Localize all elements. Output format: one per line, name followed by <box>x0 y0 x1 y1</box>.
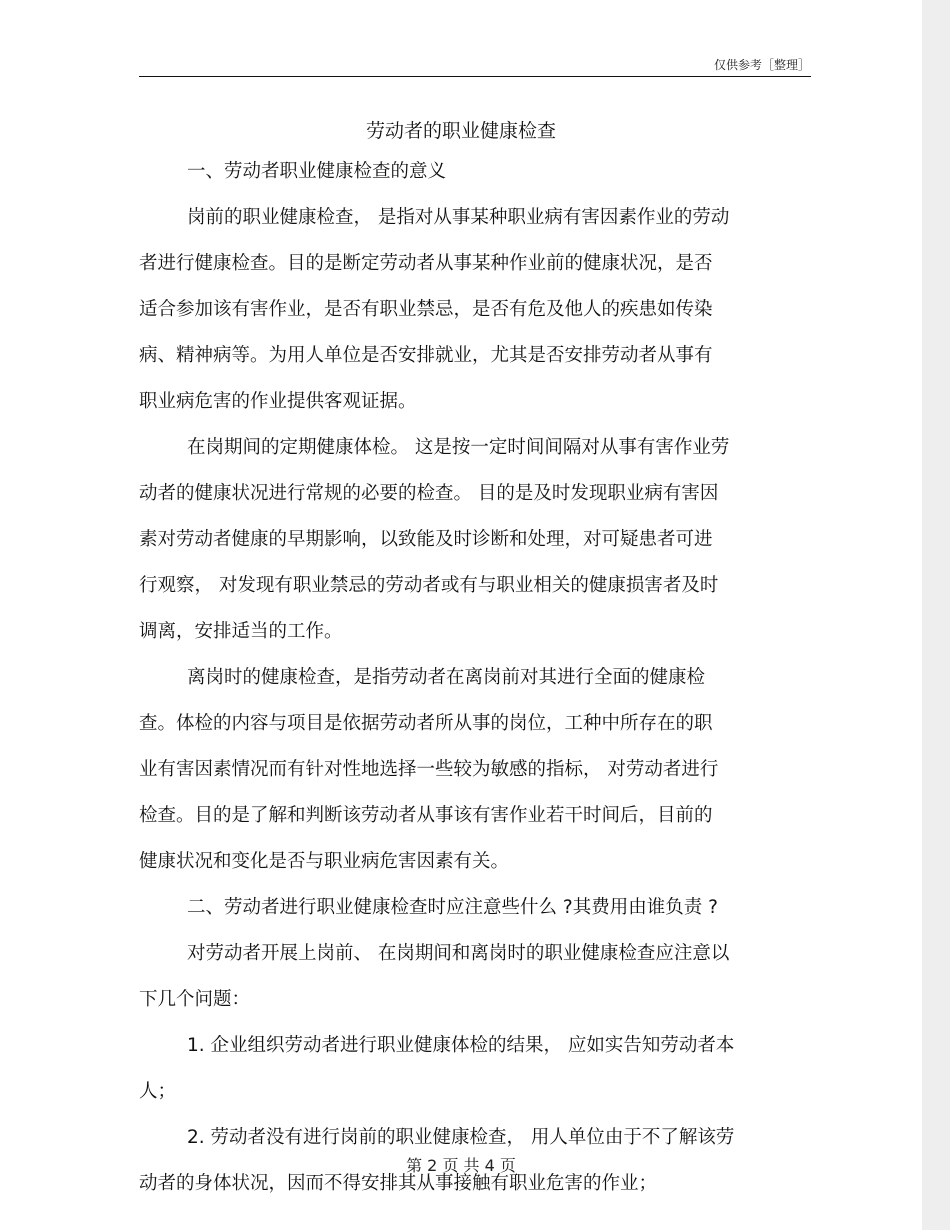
paragraph-line: 动者的健康状况进行常规的必要的检查。 目的是及时发现职业病有害因 <box>139 483 719 504</box>
paragraph-line: 适合参加该有害作业，是否有职业禁忌，是否有危及他人的疾患如传染 <box>139 299 713 320</box>
document-title: 劳动者的职业健康检查 <box>365 120 556 142</box>
paragraph-line: 行观察， 对发现有职业禁忌的劳动者或有与职业相关的健康损害者及时 <box>139 575 719 596</box>
paragraph-line: 离岗时的健康检查，是指劳动者在离岗前对其进行全面的健康检 <box>187 667 706 688</box>
header-note: 仅供参考［整理］ <box>713 58 810 72</box>
paragraph-line: 病、精神病等。为用人单位是否安排就业，尤其是否安排劳动者从事有 <box>139 345 713 366</box>
paragraph-line: 健康状况和变化是否与职业病危害因素有关。 <box>139 851 510 872</box>
paragraph-line: 者进行健康检查。目的是断定劳动者从事某种作业前的健康状况，是否 <box>139 253 713 274</box>
list-item: 人； <box>139 1081 177 1102</box>
paragraph-line: 检查。目的是了解和判断该劳动者从事该有害作业若干时间后，目前的 <box>139 805 713 826</box>
paragraph-line: 业有害因素情况而有针对性地选择一些较为敏感的指标， 对劳动者进行 <box>139 759 719 780</box>
paragraph-line: 查。体检的内容与项目是依据劳动者所从事的岗位，工种中所存在的职 <box>139 713 713 734</box>
paragraph-line: 下几个问题： <box>139 989 251 1010</box>
section-heading: 二、劳动者进行职业健康检查时应注意些什么 ?其费用由谁负责 ? <box>187 897 718 918</box>
paragraph-line: 职业病危害的作业提供客观证据。 <box>139 391 417 412</box>
paragraph-line: 素对劳动者健康的早期影响，以致能及时诊断和处理，对可疑患者可进 <box>139 529 713 550</box>
paragraph-line: 在岗期间的定期健康体检。 这是按一定时间间隔对从事有害作业劳 <box>187 437 730 458</box>
header-divider <box>139 76 811 77</box>
list-item: 动者的身体状况，因而不得安排其从事接触有职业危害的作业； <box>139 1173 658 1194</box>
paragraph-line: 对劳动者开展上岗前、 在岗期间和离岗时的职业健康检查应注意以 <box>187 943 730 964</box>
list-item: 1. 企业组织劳动者进行职业健康体检的结果， 应如实告知劳动者本 <box>187 1035 735 1056</box>
paragraph-line: 岗前的职业健康检查， 是指对从事某种职业病有害因素作业的劳动 <box>187 207 730 228</box>
paragraph-line: 调离，安排适当的工作。 <box>139 621 343 642</box>
list-item: 2. 劳动者没有进行岗前的职业健康检查， 用人单位由于不了解该劳 <box>187 1127 735 1148</box>
viewer-margin <box>922 0 950 1230</box>
document-body <box>139 156 811 1214</box>
page-number: 第 2 页 共 4 页 <box>406 1156 516 1175</box>
section-heading: 一、劳动者职业健康检查的意义 <box>187 161 447 182</box>
